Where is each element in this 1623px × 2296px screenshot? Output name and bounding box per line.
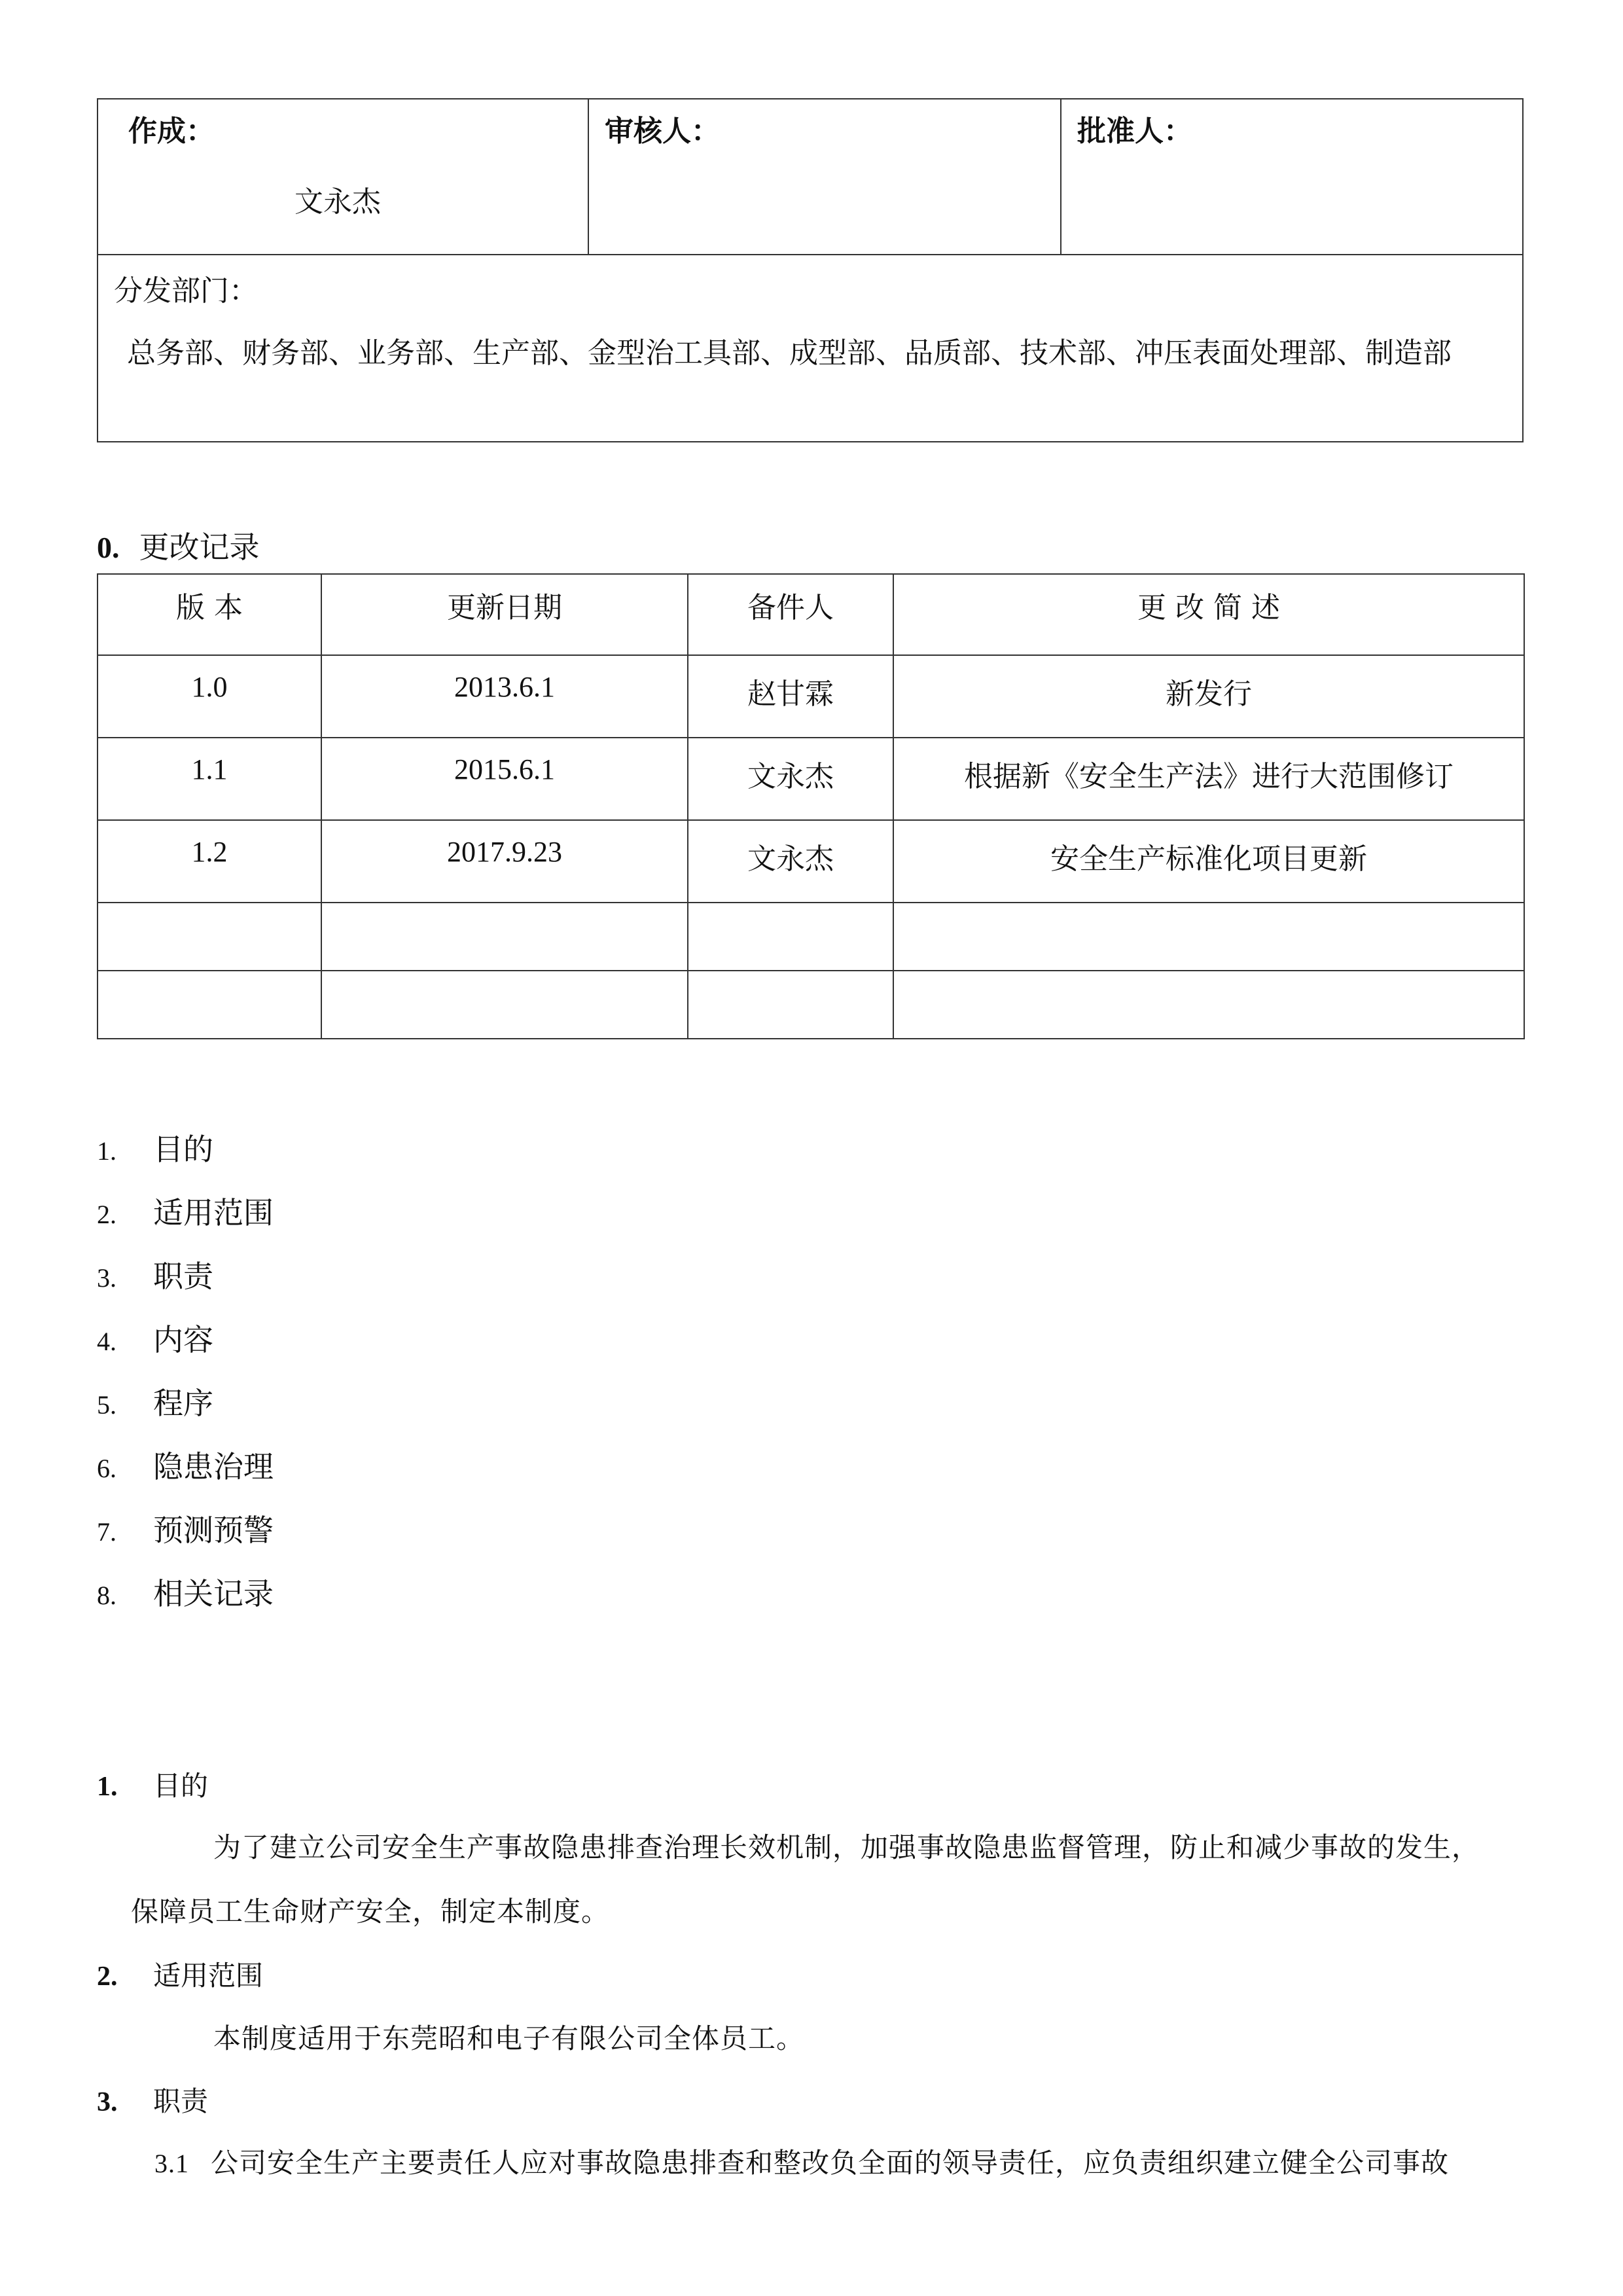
toc-number: 3. — [97, 1263, 116, 1293]
paragraph: 为了建立公司安全生产事故隐患排查治理长效机制，加强事故隐患监督管理，防止和减少事故的发生， — [213, 1831, 1480, 1863]
approval-table — [97, 98, 1524, 442]
cell-summary: 安全生产标准化项目更新 — [893, 820, 1524, 903]
cell-summary — [893, 903, 1524, 971]
header-person: 备件人 — [688, 574, 893, 655]
revision-header-row — [98, 574, 1524, 655]
section-title: 目的 — [153, 1770, 209, 1802]
author-name: 文永杰 — [294, 185, 381, 219]
distribution-text: 总务部、财务部、业务部、生产部、金型治工具部、成型部、品质部、技术部、冲压表面处理部、制造部 — [127, 336, 1452, 370]
toc-number: 2. — [97, 1200, 116, 1229]
section-number: 3. — [97, 2087, 118, 2117]
toc-title: 程序 — [153, 1386, 213, 1421]
section-heading — [97, 1954, 263, 1994]
section-number: 2. — [97, 1962, 118, 1992]
section-title: 适用范围 — [153, 1960, 264, 1992]
reviewer-label: 审核人： — [605, 115, 720, 148]
cell-person — [688, 971, 893, 1039]
revision-heading — [97, 524, 260, 567]
header-summary: 更 改 简 述 — [893, 574, 1524, 655]
toc-title: 目的 — [153, 1132, 213, 1167]
cell-summary: 根据新《安全生产法》进行大范围修订 — [893, 738, 1524, 820]
author-label: 作成： — [128, 115, 215, 148]
cell-person: 文永杰 — [688, 820, 893, 903]
toc-number: 8. — [97, 1581, 116, 1610]
table-row — [98, 738, 1524, 820]
toc-item — [97, 1443, 274, 1486]
cell-person — [688, 903, 893, 971]
cell-date — [321, 971, 688, 1039]
toc-title: 适用范围 — [153, 1195, 274, 1230]
subsection-number: 3.1 — [154, 2149, 189, 2178]
toc-item — [97, 1253, 213, 1296]
toc-item — [97, 1380, 213, 1423]
table-row — [98, 971, 1524, 1039]
toc-number: 5. — [97, 1390, 116, 1420]
revision-heading-title: 更改记录 — [139, 529, 260, 565]
toc-title: 隐患治理 — [153, 1449, 274, 1484]
toc-number: 4. — [97, 1327, 116, 1356]
approver-cell — [1061, 99, 1523, 255]
toc-title: 内容 — [153, 1322, 213, 1357]
cell-person: 赵甘霖 — [688, 655, 893, 738]
header-date: 更新日期 — [321, 574, 688, 655]
approver-label: 批准人： — [1077, 115, 1192, 148]
toc-title: 预测预警 — [153, 1513, 274, 1548]
cell-date: 2013.6.1 — [321, 655, 688, 738]
table-row — [98, 655, 1524, 738]
section-heading — [97, 1765, 208, 1804]
cell-date — [321, 903, 688, 971]
toc-number: 7. — [97, 1517, 116, 1547]
paragraph: 本制度适用于东莞昭和电子有限公司全体员工。 — [213, 2022, 805, 2054]
header-version: 版 本 — [98, 574, 321, 655]
section-heading — [97, 2080, 208, 2119]
table-row — [98, 903, 1524, 971]
toc-item — [97, 1507, 274, 1550]
toc-number: 6. — [97, 1454, 116, 1483]
cell-summary: 新发行 — [893, 655, 1524, 738]
cell-version — [98, 971, 321, 1039]
table-row — [98, 820, 1524, 903]
cell-version — [98, 903, 321, 971]
revision-table — [97, 573, 1525, 1039]
subsection — [154, 2142, 1449, 2181]
cell-version: 1.2 — [98, 820, 321, 903]
toc-title: 职责 — [153, 1259, 213, 1294]
toc-item — [97, 1570, 274, 1613]
toc-item — [97, 1126, 213, 1169]
author-cell — [98, 99, 588, 255]
cell-date: 2015.6.1 — [321, 738, 688, 820]
section-number: 1. — [97, 1772, 118, 1802]
cell-version: 1.0 — [98, 655, 321, 738]
reviewer-cell — [588, 99, 1061, 255]
paragraph: 保障员工生命财产安全，制定本制度。 — [131, 1895, 610, 1928]
toc-title: 相关记录 — [153, 1576, 274, 1611]
cell-person: 文永杰 — [688, 738, 893, 820]
toc-item — [97, 1316, 213, 1359]
toc-item — [97, 1189, 274, 1232]
revision-heading-number: 0. — [97, 531, 120, 564]
distribution-cell — [98, 255, 1523, 442]
section-title: 职责 — [153, 2085, 209, 2117]
cell-version: 1.1 — [98, 738, 321, 820]
cell-date: 2017.9.23 — [321, 820, 688, 903]
distribution-label: 分发部门： — [114, 274, 258, 308]
cell-summary — [893, 971, 1524, 1039]
subsection-text: 公司安全生产主要责任人应对事故隐患排查和整改负全面的领导责任，应负责组织建立健全公司事故 — [211, 2147, 1450, 2179]
toc-number: 1. — [97, 1136, 116, 1166]
